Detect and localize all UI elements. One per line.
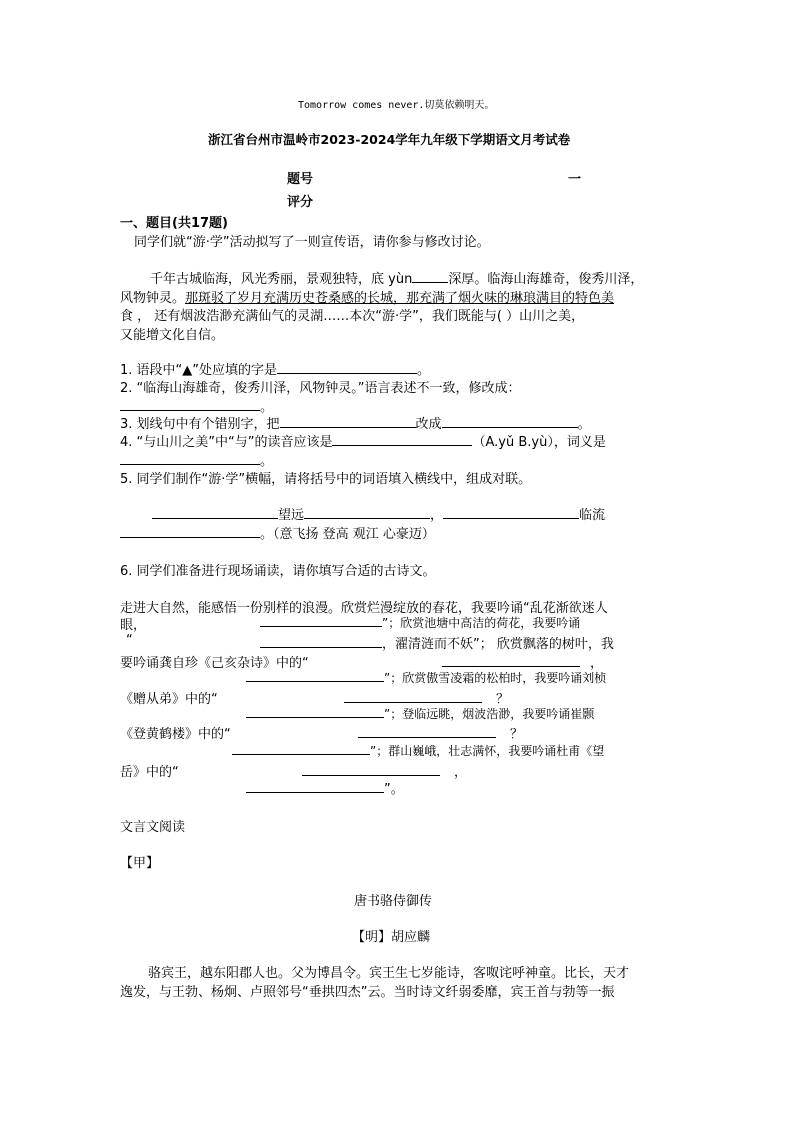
- q5-comma: ，: [430, 508, 444, 523]
- poem-line-11-text: ”。: [384, 782, 404, 797]
- q5-blank-3[interactable]: [443, 506, 579, 519]
- score-table-header-label: 题号: [287, 172, 314, 187]
- q1-answer-blank[interactable]: [277, 361, 417, 374]
- q5-blank-4[interactable]: [120, 525, 260, 538]
- score-table-col-one: 一: [568, 172, 582, 187]
- passage-line-4: 又能增文化自信。: [120, 328, 225, 343]
- poem-line-3a: “: [126, 633, 133, 648]
- question-4-answer: [120, 450, 273, 469]
- poem-line-10a: 岳》中的“: [120, 765, 179, 780]
- poem-line-1: 走进大自然，能感悟一份别样的浪漫。欣赏烂漫绽放的春花，我要吟诵“乱花渐欲迷人: [120, 601, 608, 616]
- classical-part-label: 【甲】: [120, 856, 160, 871]
- q5-couplet-line-2: [120, 523, 435, 542]
- q5-options: 。（意飞扬 登高 观江 心豪迈）: [260, 527, 435, 542]
- q5-blank-2[interactable]: [304, 506, 430, 519]
- question-4: [120, 431, 606, 450]
- question-5-text: 5. 同学们制作“游·学”横幅，请将括号中的词语填入横线中，组成对联。: [120, 472, 532, 487]
- poem-line-8a: 《登黄鹤楼》中的“: [120, 727, 231, 742]
- poem-blank-3[interactable]: [442, 654, 580, 667]
- poem-blank-9[interactable]: [302, 763, 440, 776]
- q4-end: 。: [260, 454, 274, 469]
- q4-reading-blank[interactable]: [332, 433, 472, 446]
- q3-change-to: 改成: [415, 417, 442, 432]
- q4-options: （A.yǔ B.yù），词义是: [472, 435, 606, 450]
- poem-line-3b: [260, 633, 614, 652]
- score-table-row-label: 评分: [287, 195, 314, 210]
- q3-wrong-char-blank[interactable]: [280, 415, 416, 428]
- pinyin-blank[interactable]: [412, 270, 448, 283]
- question-3: [120, 413, 591, 432]
- q5-couplet-line: [152, 504, 605, 523]
- classical-paragraph-line-2: 逸发，与王勃、杨炯、卢照邻号“垂拱四杰”云。当时诗文纤弱委靡，宾王首与勃等一振: [120, 985, 615, 1000]
- classical-text-title: 唐书骆侍御传: [354, 894, 433, 909]
- passage-line-1: [150, 268, 643, 287]
- poem-line-5-text: ”；欣赏傲雪凌霜的松柏时，我要吟诵刘桢: [384, 671, 607, 685]
- poem-line-5: [246, 669, 606, 686]
- passage-line-1b: 深厚。临海山海雄奇，俊秀川泽，: [448, 272, 644, 287]
- q4-meaning-blank[interactable]: [120, 452, 260, 465]
- poem-line-8b-text: ？: [510, 727, 524, 742]
- poem-line-2b: [260, 614, 580, 631]
- passage-line-3: 食 ， 还有烟波浩渺充满仙气的灵湖……本次“游·学”，我们既能与( ）山川之美，: [120, 309, 585, 324]
- passage-line-2a: 风物钟灵。: [120, 291, 186, 306]
- poem-blank-2[interactable]: [260, 635, 382, 648]
- poem-line-2a: 眼，: [120, 618, 147, 633]
- q5-word-wangyuan: 望远: [278, 508, 305, 523]
- poem-line-4a: 要吟诵龚自珍《己亥杂诗》中的“: [120, 656, 309, 671]
- poem-line-9: [232, 742, 604, 759]
- question-6-text: 6. 同学们准备进行现场诵读，请你填写合适的古诗文。: [120, 564, 436, 579]
- question-1-text: 1. 语段中“▲”处应填的字是: [120, 363, 278, 378]
- page-title: 浙江省台州市温岭市2023-2024学年九年级下学期语文月考试卷: [208, 132, 571, 147]
- poem-line-7: [246, 705, 594, 722]
- poem-line-11: [246, 778, 404, 797]
- header-motto: Tomorrow comes never.切莫依赖明天。: [298, 100, 495, 111]
- poem-line-6a: 《赠从弟》中的“: [120, 692, 218, 707]
- section-intro: 同学们就“游·学”活动拟写了一则宣传语，请你参与修改讨论。: [134, 235, 490, 250]
- question-3-text: 3. 划线句中有个错别字，把: [120, 417, 280, 432]
- poem-blank-6[interactable]: [246, 705, 384, 718]
- poem-line-6b-text: ？: [496, 692, 510, 707]
- q3-correct-char-blank[interactable]: [442, 415, 578, 428]
- q5-blank-1[interactable]: [152, 506, 278, 519]
- q2-answer-blank[interactable]: [120, 398, 260, 411]
- poem-line-7-text: ”；登临远眺，烟波浩渺，我要吟诵崔颢: [384, 707, 595, 721]
- classical-paragraph-line-1: 骆宾王，越东阳郡人也。父为博昌令。宾王生七岁能诗，客呶诧呼神童。比长，天才: [148, 966, 630, 981]
- question-1: [120, 359, 430, 378]
- poem-line-4b-text: ，: [590, 656, 604, 671]
- poem-line-8b: [358, 723, 523, 742]
- poem-blank-4[interactable]: [246, 669, 384, 682]
- question-4-text: 4. “与山川之美”中“与”的读音应该是: [120, 435, 333, 450]
- poem-blank-5[interactable]: [344, 690, 482, 703]
- poem-blank-8[interactable]: [232, 742, 370, 755]
- q5-word-liuliu: 临流: [579, 508, 606, 523]
- poem-line-3b-text: ，濯清涟而不妖”； 欣赏飘落的树叶，我: [382, 637, 614, 652]
- poem-blank-1[interactable]: [260, 614, 382, 627]
- poem-line-9-text: ”；群山巍峨，壮志满怀，我要吟诵杜甫《望: [370, 744, 605, 758]
- section-heading: 一、题目(共17题): [120, 216, 228, 231]
- q2-end: 。: [260, 400, 274, 415]
- poem-blank-7[interactable]: [358, 725, 496, 738]
- passage-line-1a: 千年古城临海，风光秀丽，景观独特，底 yùn: [150, 272, 413, 287]
- q3-end: 。: [577, 417, 591, 432]
- underlined-sentence: 那斑驳了岁月充满历史苍桑感的长城，那充满了烟火味的琳琅满目的特色美: [185, 291, 615, 306]
- question-2-text: 2. “临海山海雄奇，俊秀川泽，风物钟灵。”语言表述不一致，修改成：: [120, 381, 521, 396]
- classical-heading: 文言文阅读: [120, 820, 186, 835]
- q1-end: 。: [417, 363, 431, 378]
- classical-author: 【明】胡应麟: [352, 930, 431, 945]
- poem-line-10b-text: ，: [454, 765, 468, 780]
- poem-line-2b-text: ”；欣赏池塘中高洁的荷花，我要吟诵: [382, 616, 581, 630]
- poem-blank-10[interactable]: [246, 780, 384, 793]
- passage-line-2: [120, 287, 614, 306]
